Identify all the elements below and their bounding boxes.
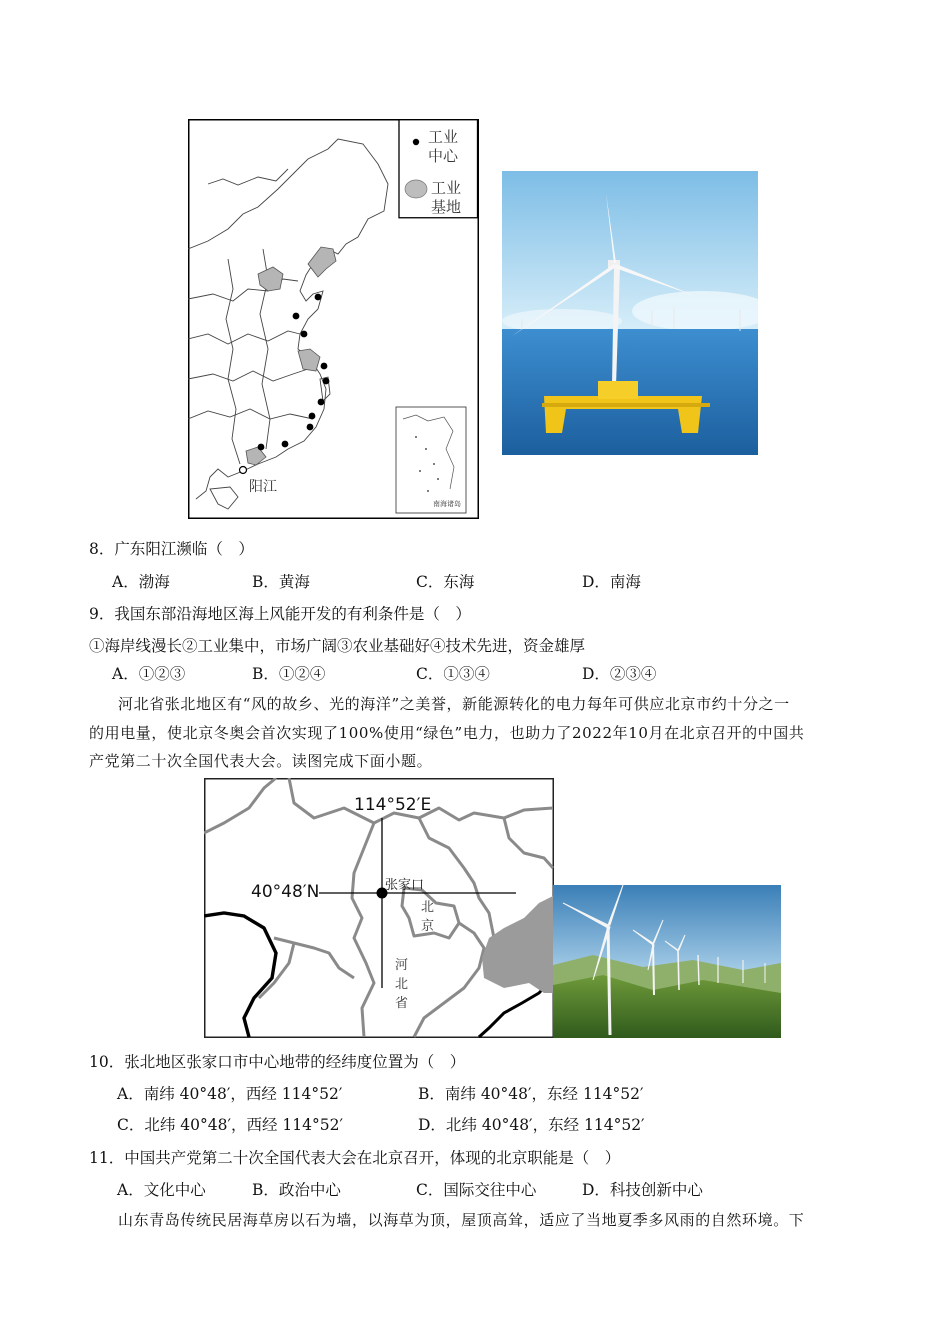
yangjiang-marker-icon: [240, 467, 247, 474]
inset-label: 南海诸岛: [433, 500, 461, 508]
q9-option-c[interactable]: C．①③④: [416, 665, 490, 683]
industrial-center-dot: [318, 399, 325, 406]
legend-base-label: 工业 基地: [431, 179, 462, 216]
industrial-center-dot: [258, 444, 265, 451]
legend-base-icon: [405, 180, 427, 198]
offshore-turbine-photo: [502, 171, 758, 455]
q10-option-d[interactable]: D．北纬 40°48′，东经 114°52′: [418, 1116, 645, 1134]
industrial-center-dot: [309, 413, 316, 420]
q11-option-b[interactable]: B．政治中心: [252, 1181, 341, 1199]
q10-option-c[interactable]: C．北纬 40°48′，西经 114°52′: [117, 1116, 344, 1134]
q9-conditions: ①海岸线漫长②工业集中，市场广阔③农业基础好④技术先进，资金雄厚: [89, 637, 586, 655]
passage2-line1: 山东青岛传统民居海草房以石为墙，以海草为顶，屋顶高耸，适应了当地夏季多风雨的自然环境。下: [118, 1211, 805, 1229]
city-label: 张家口: [385, 878, 425, 893]
industrial-center-dot: [301, 331, 308, 338]
q11-option-a[interactable]: A．文化中心: [117, 1181, 206, 1199]
china-coast-map: [188, 119, 479, 519]
latitude-label: 40°48′N: [251, 882, 320, 902]
q10-option-b[interactable]: B．南纬 40°48′，东经 114°52′: [418, 1085, 644, 1103]
q11-option-d[interactable]: D．科技创新中心: [582, 1181, 703, 1199]
yangjiang-label: 阳江: [249, 479, 277, 495]
q9-option-b[interactable]: B．①②④: [252, 665, 326, 683]
industrial-center-dot: [282, 441, 289, 448]
longitude-label: 114°52′E: [354, 795, 432, 815]
industrial-center-dot: [321, 363, 328, 370]
q10-stem: 10．张北地区张家口市中心地带的经纬度位置为（ ）: [89, 1053, 466, 1071]
q10-option-a[interactable]: A．南纬 40°48′，西经 114°52′: [117, 1085, 343, 1103]
industrial-center-dot: [293, 313, 300, 320]
legend-center-label: 工业 中心: [428, 128, 459, 165]
industrial-center-dot: [307, 424, 314, 431]
passage1-line1: 河北省张北地区有“风的故乡、光的海洋”之美誉，新能源转化的电力每年可供应北京市约十分之一: [118, 695, 790, 713]
beijing-label: 北 京: [421, 900, 435, 934]
q11-option-c[interactable]: C．国际交往中心: [416, 1181, 537, 1199]
q8-option-b[interactable]: B．黄海: [252, 573, 310, 591]
legend-dot-icon: [413, 139, 419, 145]
wind-farm-photo: [553, 885, 781, 1038]
industrial-center-dot: [315, 294, 322, 301]
q8-stem: 8．广东阳江濒临（ ）: [89, 540, 254, 558]
zhangjiakou-map: [204, 778, 554, 1038]
industrial-center-dot: [323, 378, 330, 385]
q9-stem: 9．我国东部沿海地区海上风能开发的有利条件是（ ）: [89, 605, 471, 623]
q8-option-a[interactable]: A．渤海: [112, 573, 170, 591]
passage1-line2: 的用电量，使北京冬奥会首次实现了100%使用“绿色”电力，也助力了2022年10月在北京召开的中国共: [89, 724, 805, 742]
wind-farm-icon: [553, 885, 781, 1038]
q8-option-d[interactable]: D．南海: [582, 573, 641, 591]
passage1-line3: 产党第二十次全国代表大会。读图完成下面小题。: [89, 752, 433, 770]
zhangjiakou-map-svg: [204, 778, 554, 1038]
hebei-label: 河 北 省: [395, 958, 409, 1011]
south-china-sea-inset: [396, 407, 466, 513]
offshore-turbine-icon: [502, 171, 758, 455]
q9-option-d[interactable]: D．②③④: [582, 665, 657, 683]
q9-option-a[interactable]: A．①②③: [112, 665, 186, 683]
q11-stem: 11．中国共产党第二十次全国代表大会在北京召开，体现的北京职能是（ ）: [89, 1149, 621, 1167]
q8-option-c[interactable]: C．东海: [416, 573, 475, 591]
